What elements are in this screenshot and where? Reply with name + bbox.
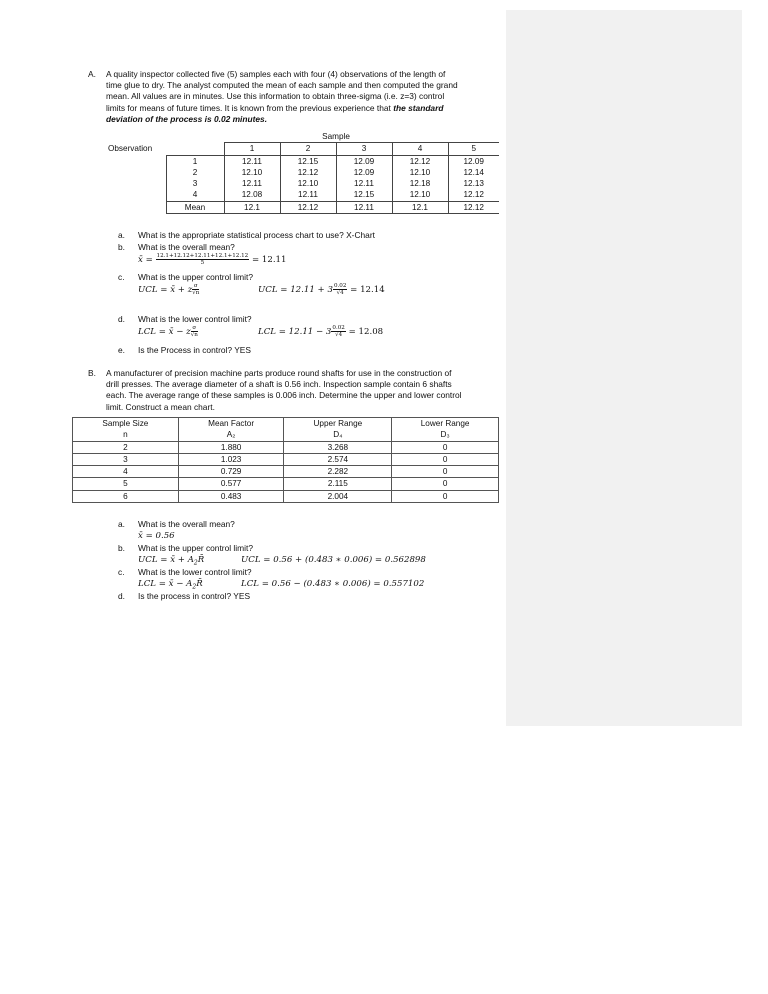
question-a-c: c. What is the upper control limit?	[118, 272, 253, 282]
question-b-d: d. Is the process in control? YES	[118, 591, 251, 601]
formula-b-ucl: UCL = x̄ + $A_2R̄$	[138, 555, 205, 567]
column-header: Sample Size	[73, 418, 179, 430]
question-b-a: a. What is the overall mean?	[118, 519, 235, 529]
section-a-line: A quality inspector collected five (5) samples each with four (4) observations of the length of	[106, 69, 446, 79]
formula-b-lcl: LCL = x̄ − $A_2R̄$	[138, 579, 203, 591]
column-subheader: n	[73, 429, 179, 441]
formula-ucl: UCL = x̄ + z $\frac{\sigma}{√n}$	[138, 283, 200, 296]
formula-b-mean: x̄ = 0.56	[138, 531, 175, 541]
column-subheader: D₃	[392, 429, 499, 441]
section-b-line: A manufacturer of precision machine parts produce round shafts for use in the construction of	[106, 368, 452, 378]
sample-number: 5	[448, 143, 499, 155]
question-b-b: b. What is the upper control limit?	[118, 543, 253, 553]
section-a	[88, 69, 498, 125]
observation-header: Observation	[108, 144, 153, 154]
control-factor-table	[72, 417, 499, 503]
question-b-c: c. What is the lower control limit?	[118, 567, 252, 577]
section-b-label: B.	[88, 368, 96, 378]
column-header: Lower Range	[392, 418, 499, 430]
sample-number: 2	[280, 143, 336, 155]
section-b	[88, 368, 498, 413]
section-a-label: A.	[88, 69, 96, 79]
section-b-line: each. The average range of these samples is 0.006 inch. Determine the upper and lower control	[106, 390, 462, 401]
question-a-b: b. What is the overall mean?	[118, 242, 235, 252]
formula-grand-mean: x̄ = $\frac{12.1+12.12+12.11+12.1+12.12}{5}$ = 12.11	[138, 253, 287, 266]
table-row: 2 1.880 3.268 0	[73, 441, 499, 453]
section-a-line-text: limits for means of future times. It is known from the previous experience that	[106, 102, 391, 113]
formula-ucl-calc: UCL = 12.11 + 3 $\frac{0.02}{√4}$ = 12.14	[258, 283, 385, 296]
question-a-e: e. Is the Process in control? YES	[118, 345, 251, 355]
formula-b-lcl-calc: LCL = 0.56 − (0.483 ∗ 0.006) = 0.557102	[241, 579, 425, 589]
section-a-line	[106, 114, 498, 125]
table-row: 6 0.483 2.004 0	[73, 490, 499, 502]
section-a-line: mean. All values are in minutes. Use this information to obtain three-sigma (i.e. z=3) control	[106, 91, 445, 102]
section-a-paragraph	[106, 69, 498, 125]
table-row: 4 12.08 12.11 12.15 12.10 12.12	[104, 189, 499, 201]
table-row: 2 12.10 12.12 12.09 12.10 12.14	[104, 167, 499, 178]
column-subheader: A₂	[178, 429, 284, 441]
column-subheader: D₄	[284, 429, 392, 441]
comment-pane	[506, 10, 742, 726]
question-a-d: d. What is the lower control limit?	[118, 314, 252, 324]
table-row: 5 0.577 2.115 0	[73, 478, 499, 490]
section-a-bold-tail: the standard	[393, 102, 444, 113]
formula-lcl-calc: LCL = 12.11 − 3 $\frac{0.02}{√4}$ = 12.08	[258, 325, 384, 338]
table-row: 4 0.729 2.282 0	[73, 466, 499, 478]
section-a-line	[106, 103, 498, 114]
section-b-paragraph	[106, 368, 498, 413]
column-header: Mean Factor	[178, 418, 284, 430]
mean-row: Mean 12.1 12.12 12.11 12.1 12.12	[104, 201, 499, 213]
formula-b-ucl-calc: UCL = 0.56 + (0.483 ∗ 0.006) = 0.562898	[241, 555, 426, 565]
sample-header: Sample	[322, 132, 350, 141]
table-row: 3 12.11 12.10 12.11 12.18 12.13	[104, 178, 499, 189]
section-b-line: limit. Construct a mean chart.	[106, 401, 215, 412]
section-b-line: drill presses. The average diameter of a shaft is 0.56 inch. Inspection sample contain 6 shafts	[106, 379, 452, 390]
table-row: 3 1.023 2.574 0	[73, 453, 499, 465]
observation-table	[104, 131, 499, 214]
formula-lcl: LCL = x̄ − z $\frac{\sigma}{√n}$	[138, 325, 198, 338]
sample-number: 4	[392, 143, 448, 155]
column-header: Upper Range	[284, 418, 392, 430]
section-a-line: time glue to dry. The analyst computed the mean of each sample and then computed the grand	[106, 80, 458, 91]
table-row: 1 12.11 12.15 12.09 12.12 12.09	[104, 155, 499, 167]
sample-number: 1	[224, 143, 280, 155]
section-a-bold-line: deviation of the process is 0.02 minutes.	[106, 113, 268, 124]
sample-number: 3	[336, 143, 392, 155]
question-a-a: a. What is the appropriate statistical process chart to use? X-Chart	[118, 230, 375, 240]
